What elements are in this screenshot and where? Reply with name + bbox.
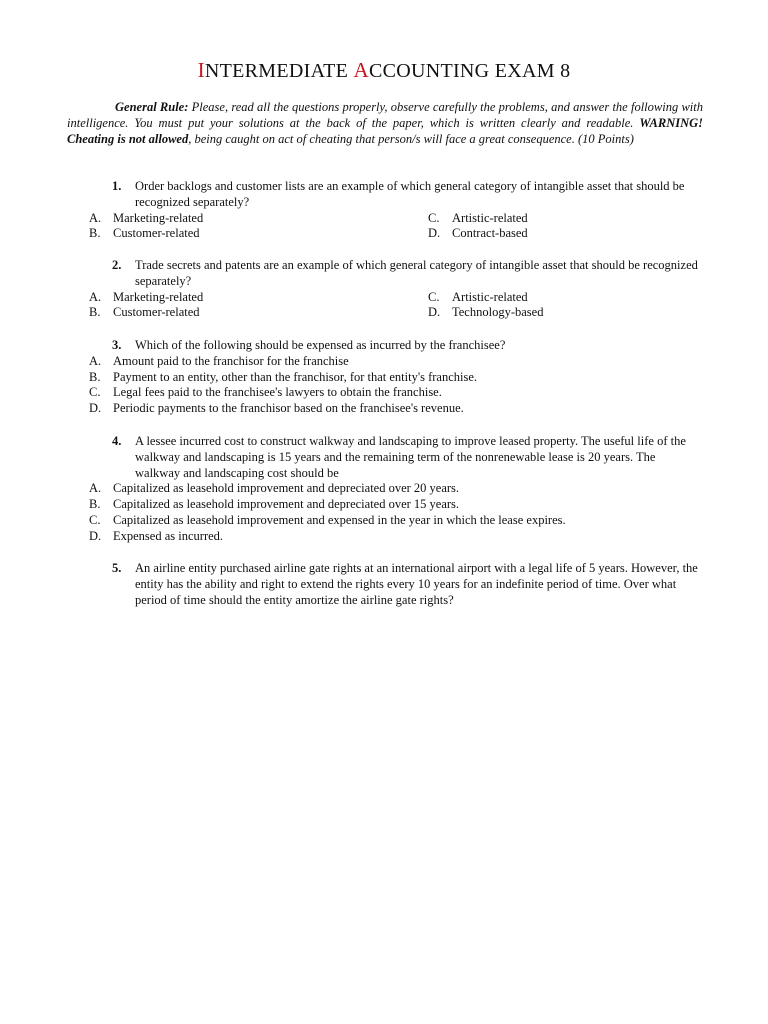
question-text: An airline entity purchased airline gate rights at an international airport with a legal life of 5 years. However, the entity has the ability and right to extend the rights every 10 years for an indefinite period of time. Over what period of time should the entity amortize the airline gate rights? [135,561,698,607]
option-letter: B. [89,305,101,320]
option-letter: D. [428,305,441,320]
option-b [67,305,406,321]
title-part-1: NTERMEDIATE [204,60,354,82]
question-3 [67,338,703,417]
option-letter: C. [428,289,440,304]
warning-text: WARNING! Cheating is not allowed [67,116,703,147]
option-text: Customer-related [113,226,200,241]
option-text: Periodic payments to the franchisor based on the franchisee's revenue. [113,401,464,416]
option-letter: A. [89,481,102,496]
option-letter: C. [89,385,101,400]
option-text: Expensed as incurred. [113,528,224,543]
general-rule-text-1: Please, read all the questions properly, observe carefully the problems, and answer the following with intelligence. You must put your solutions at the back of the paper, which is written clearly and readable. [67,100,703,131]
option-a [67,354,703,370]
page-title [0,58,768,83]
option-text: Marketing-related [113,289,204,304]
option-text: Contract-based [452,226,528,241]
option-letter: A. [89,210,102,225]
option-c [67,385,703,401]
question-stem [67,434,703,481]
question-number: 2. [112,258,122,272]
option-text: Artistic-related [452,289,528,304]
option-text: Capitalized as leasehold improvement and depreciated over 15 years. [113,497,460,512]
option-a [67,290,406,306]
option-letter: B. [89,497,101,512]
option-text: Payment to an entity, other than the franchisor, for that entity's franchise. [113,369,478,384]
question-4 [67,434,703,545]
option-d [406,305,703,321]
option-letter: B. [89,226,101,241]
option-letter: D. [89,401,102,416]
question-2 [67,258,703,321]
question-number: 1. [112,179,122,193]
option-letter: D. [428,226,441,241]
option-letter: C. [89,512,101,527]
option-text: Marketing-related [113,210,204,225]
option-d [67,529,703,545]
question-text: Trade secrets and patents are an example of which general category of intangible asset that should be recognized separately? [135,258,698,288]
option-text: Artistic-related [452,210,528,225]
title-part-2: CCOUNTING EXAM 8 [368,60,571,82]
option-text: Capitalized as leasehold improvement and depreciated over 20 years. [113,481,460,496]
options-list [67,354,703,417]
option-text: Amount paid to the franchisor for the franchise [113,353,349,368]
question-text: Order backlogs and customer lists are an example of which general category of intangible asset that should be recognized separately? [135,179,685,209]
general-rule [67,99,703,148]
option-d [67,401,703,417]
question-stem [67,258,703,290]
option-c [406,211,703,227]
general-rule-text-2: , being caught on act of cheating that person/s will face a great consequence. (10 Points) [188,132,634,147]
option-letter: A. [89,289,102,304]
title-initial-i: I [197,58,205,82]
option-letter: B. [89,369,101,384]
option-a [67,481,703,497]
option-b [67,226,406,242]
option-b [67,497,703,513]
option-a [67,211,406,227]
question-stem [67,338,703,354]
options-list [67,290,703,322]
option-text: Capitalized as leasehold improvement and expensed in the year in which the lease expires. [113,512,566,527]
option-text: Customer-related [113,305,200,320]
option-letter: A. [89,353,102,368]
option-letter: D. [89,528,102,543]
options-list [67,211,703,243]
options-list [67,481,703,544]
option-c [67,513,703,529]
option-b [67,370,703,386]
general-rule-label: General Rule: [115,100,189,114]
option-text: Technology-based [452,305,544,320]
option-text: Legal fees paid to the franchisee's lawyers to obtain the franchise. [113,385,442,400]
question-5 [67,561,703,608]
question-stem [67,179,703,211]
title-initial-a: A [353,58,369,82]
question-text: Which of the following should be expensed as incurred by the franchisee? [135,338,506,352]
question-stem [67,561,703,608]
question-number: 3. [112,338,122,352]
question-1 [67,179,703,242]
question-number: 4. [112,434,122,448]
question-text: A lessee incurred cost to construct walkway and landscaping to improve leased property. The useful life of the walkway and landscaping is 15 years and the remaining term of the nonrenewable lease is 20 years. The walkway and landscaping cost should be [135,434,686,480]
option-letter: C. [428,210,440,225]
option-d [406,226,703,242]
question-number: 5. [112,561,122,575]
option-c [406,290,703,306]
